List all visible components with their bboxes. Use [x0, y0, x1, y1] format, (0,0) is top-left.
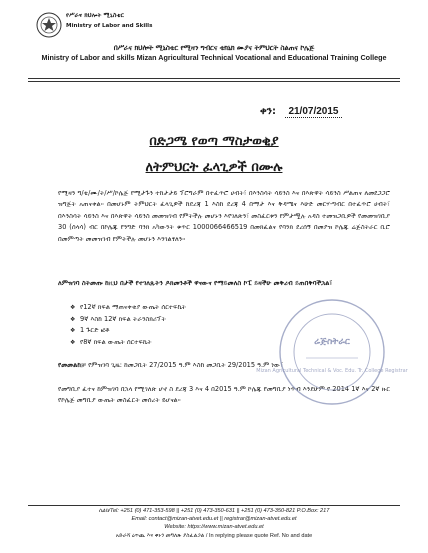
announcement-paragraph: የሚዛን ግ/ቴ/ሙ/ት/ሥ/ኮሌጅ የሚታጉን ተከታታይ ፕሮግራም በተፈጥሮ ሀብት፣ በእንስሳት ሳይንስ እና በእጽዋት ሳይንስ ሥልጠና ለመደጋጋሮ ዝግጅት አጠናቀል። በመሆኑም ትምህርት ፈላጊዎች ከደረጃ 1 እስከ ደረጃ 4 በማታ እና ቅዳሜና እሁድ መርሃ-ግብር በተፈጥሮ ሀብት፣ በእንስሳት ሳይንስ እና በእጽዋት ሳይንስ መመዝገብ የምትችሉ መሆኑን እየገለጽን፣ መስፈርቱን የምታሟሉ አዳስ ተመዝጋቢዎች የመመዝገቢያ 30 (ሰላሳ) ብር በኮሌጁ የንግድ ባንክ አካውንት ቁጥር 1000066466519 በመክፈልና የባንክ ደረሰኝ በመያዝ ኮሌጁ ሬጅስትራር ቢሮ በመምጣት መመዝገብ የምትችሉ መሆኑን እንገልፃለን።: [58, 189, 390, 243]
footer-divider: [28, 505, 400, 506]
footer-contact-phone: ስልክ/Tel: +251 (0) 471-353-598 || +251 (0) 473-350-631 || +251 (0) 473-350-821 P.O.Box: 217: [98, 508, 330, 514]
bullet-icon: ❖: [70, 338, 76, 346]
registration-period-text: የምዝገባ ጊዜ: ከመጋቢት 27/2015 ዓ.ም እስከ መጋቢት 29/2015 ዓ.ም ነው፣: [88, 361, 284, 369]
bullet-icon: ❖: [70, 304, 76, 311]
list-item: ❖ 1 ጉርድ ፎቶ: [70, 325, 186, 337]
bullet-icon: ❖: [70, 315, 76, 323]
list-item: ❖ የ12ኛ ክፍል ማጠናቀቂያ ውጤት ሰርተፍኬት: [70, 302, 186, 314]
heading-text: በድጋሜ የወጣ ማስታወቂያ: [149, 134, 279, 149]
announcement-heading: [0, 134, 428, 150]
requirements-intro: ለምዝገባ ስትመጡ ከዚህ በታች የተገለጹትን ዶክመንቶች ዋናውና የማይመለስ ኮፒ ይዛችሁ መቅረብ ይጠበቅባችኋል፣: [58, 279, 333, 287]
entrance-exam-paragraph: የመግቢያ ፈተና ከምዝገባ በኋላ የሚገለጽ ሆኖ ስ ደረጃ 3 እና 4 በ2015 ዓ.ም ኮሌጁ የመግቢያ ነጥብ እንደሁም የ 2014 1ኛ እና 2ኛ ዙር የኮሌጅ መግቢያ ውጤት መስፈርት መሰረት ይሆናል።: [58, 385, 390, 405]
stamp-ring-text: Mizan Agricultural Technical & Voc. Edu. Tr. College Registrar: [256, 368, 408, 374]
requirements-list: [70, 302, 186, 348]
audience-text: ለትምህርት ፈላጊዎች በሙሉ: [145, 160, 283, 175]
audience-heading: [0, 160, 428, 176]
footer-reply-note: አድራሻ ዕጥጪ እና ቀኑን መግለጽ ያስፈልጋል / In replying please quote Ref. No and date: [115, 533, 313, 539]
registrar-stamp: [256, 296, 408, 408]
ministry-name-english: Ministry of Labor and Skills: [66, 23, 153, 29]
header-divider: [28, 78, 400, 79]
list-item: ❖ 9ኛ እስከ 12ኛ ክፍል ትራንስክሪፕት: [70, 314, 186, 326]
college-name-english: Ministry of Labor and skills Mizan Agricultural Technical Vocational and Educational Training College: [41, 53, 387, 62]
ministry-name-amharic: የሥራና ክህሎት ሚኒስቴር: [66, 12, 125, 19]
registration-label: የመመልከቻ: [58, 361, 86, 369]
college-name-amharic: በሥራና ክህሎት ሚኒስቴር የሚዛን ግብርና ቴክኒክ ሙያና ትምህርት ስልጠና ኮሌጅ: [113, 44, 315, 52]
list-item: ❖ የ8ኛ ክፍል ውጤት ሰርተፍኬት: [70, 337, 186, 349]
date-value: 21/07/2015: [285, 106, 341, 118]
date-label: ቀን:: [260, 106, 276, 117]
bullet-icon: ❖: [70, 327, 76, 335]
header-divider-secondary: [28, 81, 400, 82]
emblem-icon: [36, 12, 62, 38]
footer-contact-email: Email: contact@mizan-atvet.edu.et || registrar@mizan-atvet.edu.et: [131, 516, 297, 522]
date-row: [260, 106, 342, 118]
stamp-center-text: ሬጅስትራር: [314, 337, 350, 347]
footer-website: Website: https://www.mizan-atvet.edu.et: [164, 524, 264, 530]
